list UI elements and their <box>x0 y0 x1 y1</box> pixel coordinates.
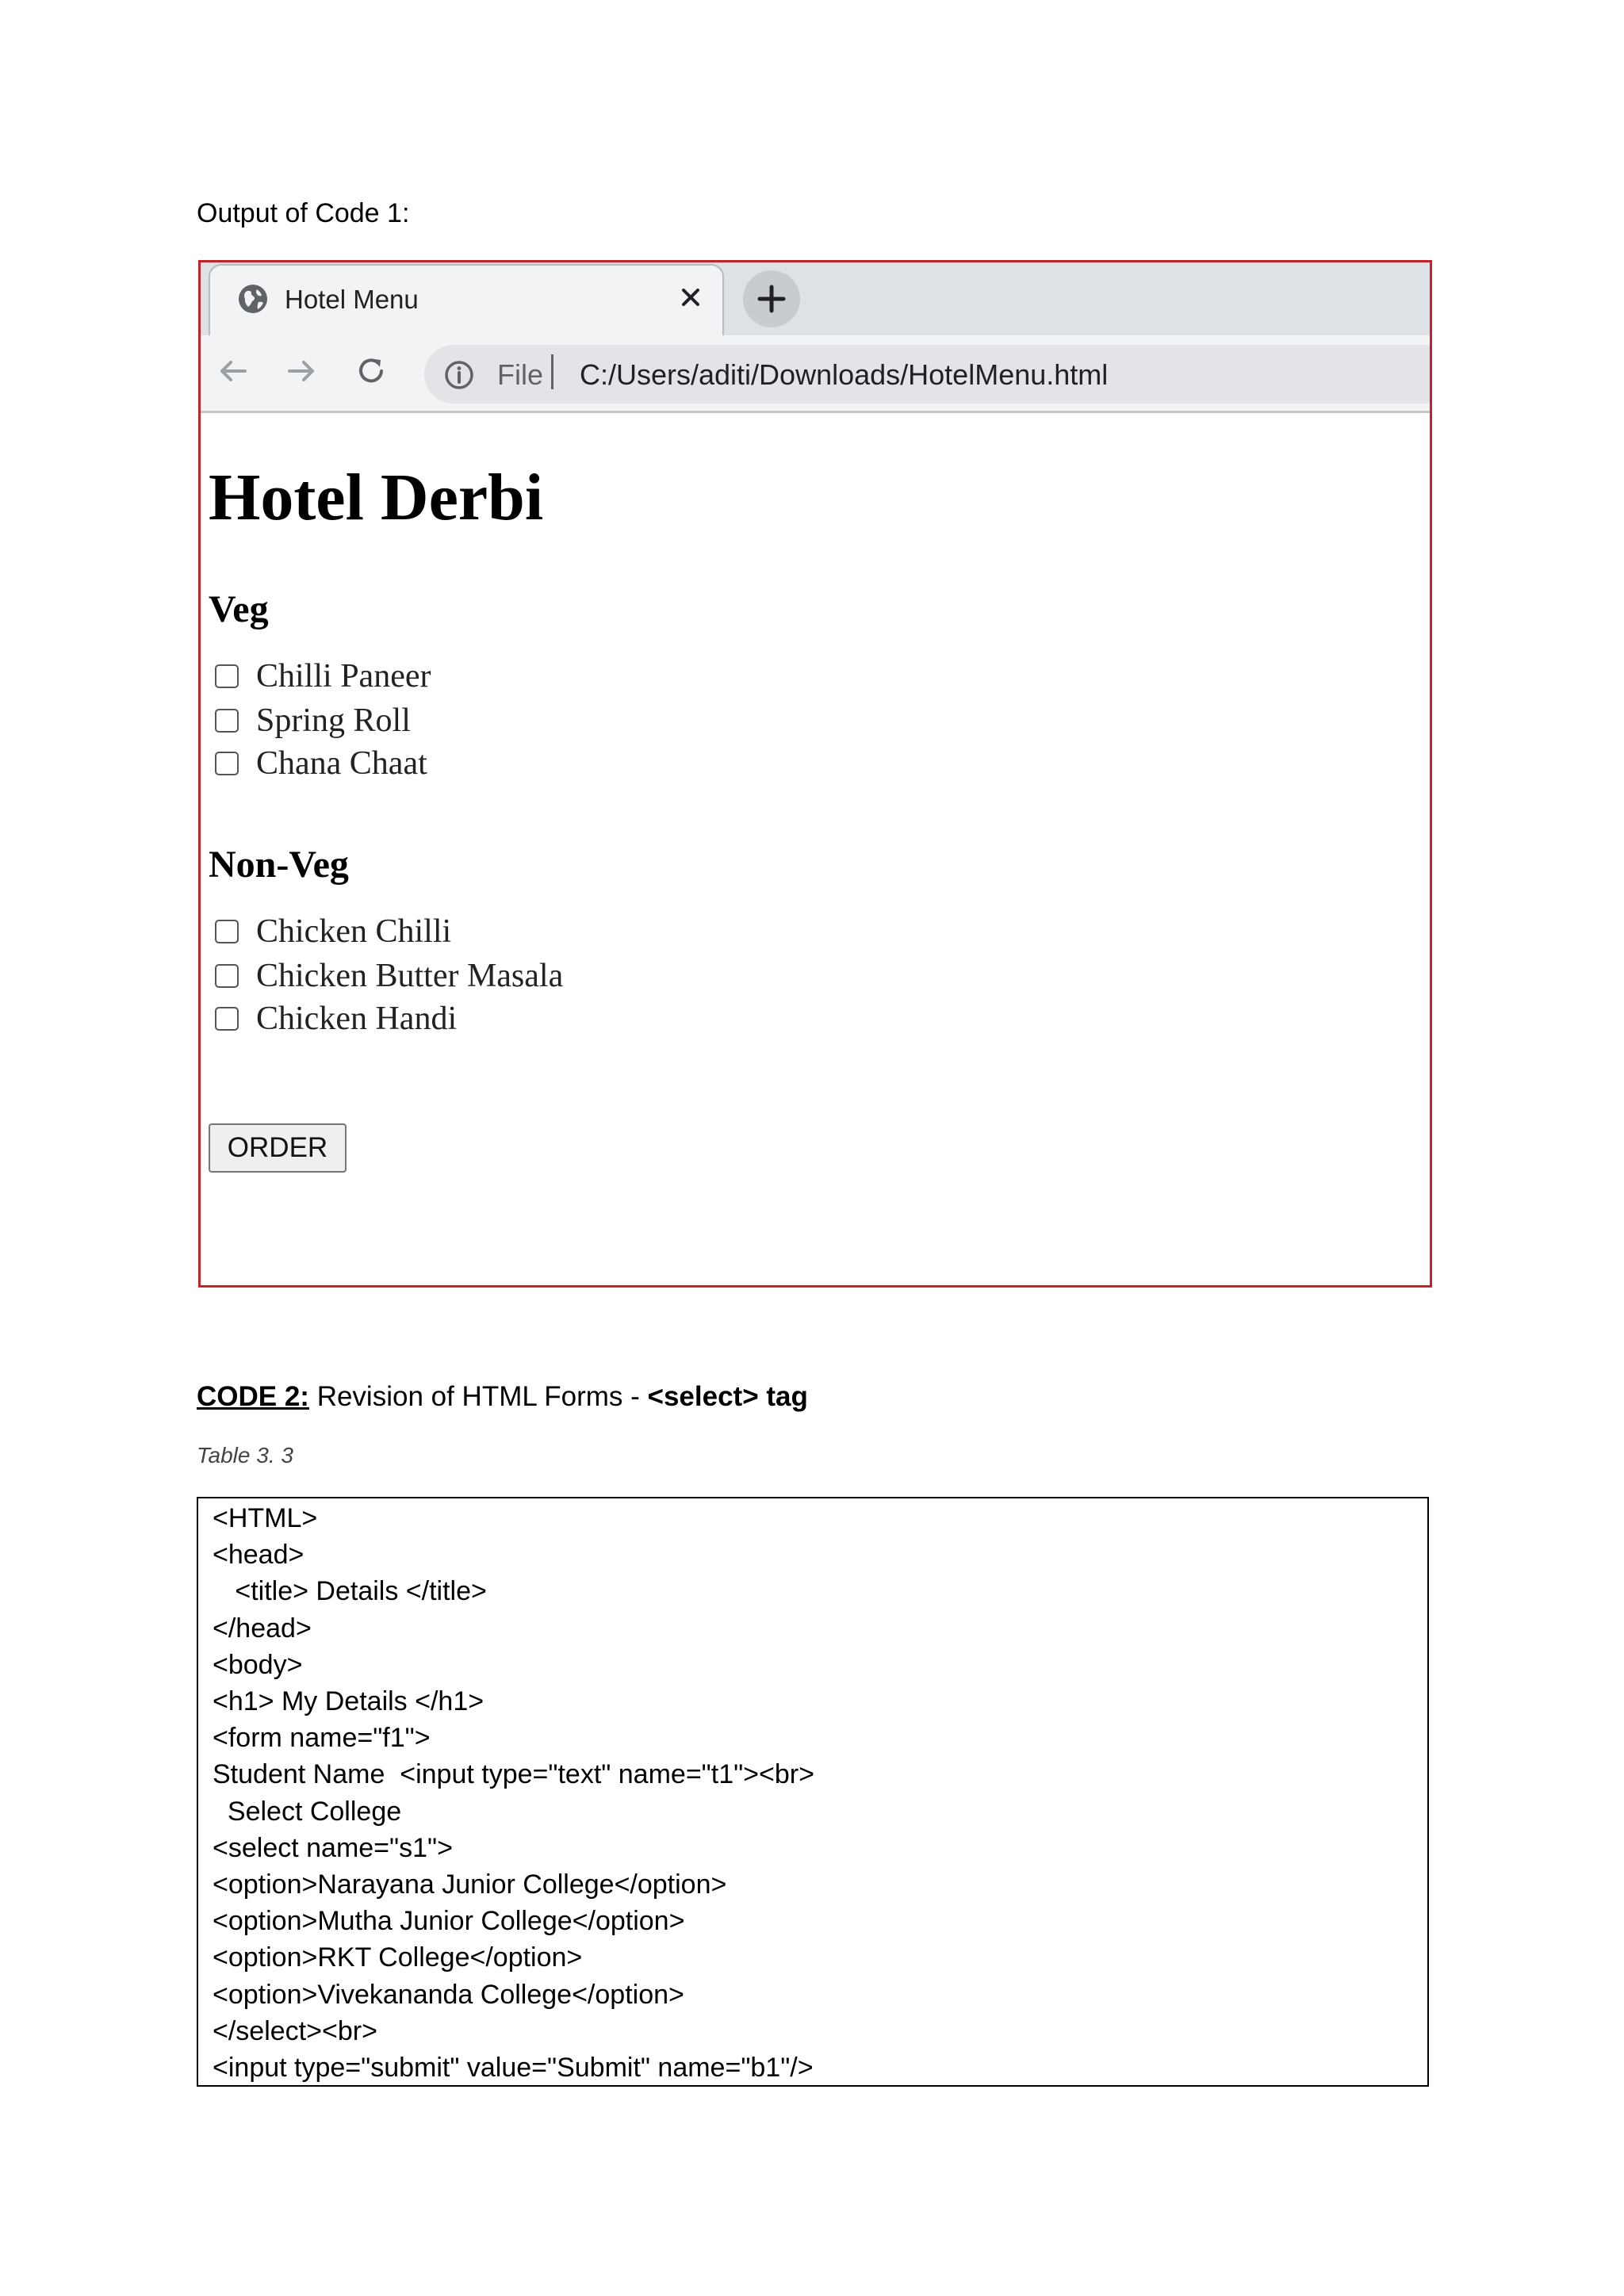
checkbox[interactable] <box>215 964 239 988</box>
output-label: Output of Code 1: <box>197 198 410 228</box>
code-line: <option>Mutha Junior College</option> <box>213 1906 685 1937</box>
url-text[interactable]: C:/Users/aditi/Downloads/HotelMenu.html <box>580 358 1109 391</box>
code-line: <body> <box>213 1649 303 1680</box>
browser-toolbar <box>201 335 1430 413</box>
code-line: </head> <box>213 1613 312 1644</box>
code-line: <input type="submit" value="Submit" name="b1"/> <box>213 2053 814 2083</box>
checkbox[interactable] <box>215 920 239 943</box>
menu-item-label: Chicken Handi <box>256 1001 458 1037</box>
menu-item[interactable] <box>215 700 411 741</box>
order-button[interactable]: ORDER <box>209 1123 347 1173</box>
code-line: Select College <box>213 1796 402 1827</box>
browser-tab[interactable] <box>209 264 724 335</box>
tab-bar <box>201 262 1430 335</box>
code-line: </select><br> <box>213 2015 377 2046</box>
checkbox[interactable] <box>215 1007 239 1031</box>
veg-heading: Veg <box>209 588 269 630</box>
info-icon[interactable] <box>443 359 475 391</box>
menu-item[interactable] <box>215 911 451 952</box>
menu-item[interactable] <box>215 743 427 784</box>
forward-arrow-icon[interactable] <box>283 353 320 389</box>
code-line: <h1> My Details </h1> <box>213 1686 485 1716</box>
menu-item-label: Chicken Chilli <box>256 913 452 950</box>
code-line: <option>Vivekananda College</option> <box>213 1979 684 2010</box>
page-content <box>201 413 1430 1285</box>
menu-item[interactable] <box>215 998 457 1039</box>
code2-heading <box>197 1381 808 1413</box>
plus-icon <box>743 270 800 327</box>
new-tab-button[interactable] <box>743 270 800 327</box>
checkbox[interactable] <box>215 664 239 688</box>
menu-item-label: Chicken Butter Masala <box>256 958 564 994</box>
nonveg-heading: Non-Veg <box>209 844 349 886</box>
page-title: Hotel Derbi <box>209 461 544 534</box>
code-line: <head> <box>213 1540 304 1571</box>
globe-icon <box>237 283 269 315</box>
code-line: Student Name <input type="text" name="t1"><br> <box>213 1759 814 1790</box>
code-line: <option>RKT College</option> <box>213 1942 583 1973</box>
close-icon[interactable] <box>675 281 707 313</box>
code-line: <form name="f1"> <box>213 1723 431 1754</box>
back-arrow-icon[interactable] <box>215 353 251 389</box>
url-scheme-label: File <box>497 358 544 391</box>
code2-tag: <select> tag <box>647 1381 808 1412</box>
code-line: <HTML> <box>213 1503 318 1533</box>
menu-item-label: Chilli Paneer <box>256 658 431 695</box>
address-bar[interactable] <box>424 345 1432 404</box>
tab-title: Hotel Menu <box>285 285 419 314</box>
reload-icon[interactable] <box>353 353 389 389</box>
code-line: <select name="s1"> <box>213 1832 453 1863</box>
checkbox[interactable] <box>215 752 239 775</box>
browser-screenshot-frame <box>198 260 1432 1288</box>
checkbox[interactable] <box>215 709 239 733</box>
menu-item-label: Spring Roll <box>256 702 411 739</box>
code-line: <option>Narayana Junior College</option> <box>213 1869 727 1900</box>
url-separator <box>551 354 553 389</box>
menu-item[interactable] <box>215 656 431 697</box>
code-listing <box>197 1497 1429 2087</box>
code2-title: Revision of HTML Forms - <box>308 1381 648 1412</box>
code2-label: CODE 2: <box>197 1381 309 1412</box>
menu-item[interactable] <box>215 955 563 997</box>
table-caption: Table 3. 3 <box>197 1443 293 1468</box>
code-line: <title> Details </title> <box>213 1576 487 1607</box>
menu-item-label: Chana Chaat <box>256 745 427 782</box>
